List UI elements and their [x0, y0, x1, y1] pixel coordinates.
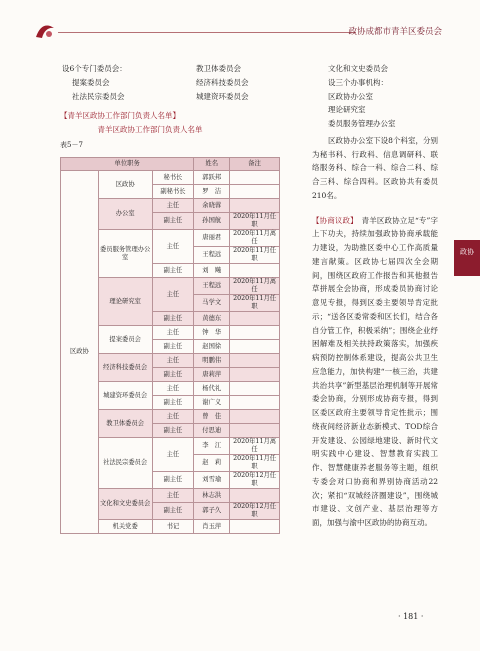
title-cell: 秘书长	[152, 171, 194, 185]
unit-cell: 文化和文史委员会	[98, 489, 152, 520]
note-cell: 2020年12月任职	[230, 503, 280, 520]
note-cell	[230, 382, 280, 396]
title-cell: 主任	[152, 230, 194, 264]
title-cell: 副主任	[152, 213, 194, 230]
note-cell	[230, 368, 280, 382]
table-caption: 【青羊区政协工作部门负责人名单】	[60, 111, 180, 120]
committee-col2	[196, 62, 249, 104]
title-cell: 副主任	[152, 368, 194, 382]
committee-item: 经济科技委员会	[196, 78, 249, 87]
note-cell	[230, 312, 280, 326]
note-cell: 2020年11月离任	[230, 438, 280, 455]
name-cell: 马学文	[194, 295, 230, 312]
logo-icon	[34, 22, 56, 40]
title-cell: 书记	[152, 520, 194, 534]
table-row	[61, 171, 280, 185]
note-cell	[230, 396, 280, 410]
running-header: 政协成都市青羊区委员会	[348, 27, 442, 37]
title-cell: 主任	[152, 326, 194, 340]
consultation-text: 青羊区政协立足“专”字上下功夫，持续加强政协协商承载能力建设，为助推区委中心工作高质量建言献策。区政协七届四次全会期间，围绕区政府工作报告和其他报告草拼展全会协商，形成委员协商讨论意见专报，得到区委主要领导肯定批示；“送各区委常委和区长们，结合各自分管工作，积极采纳”；围绕企业纾困解难及相关扶持政策落实，加强疾病预防控制体系建设，提高公共卫生应急能力，加快构建“一核三治，共建共治共享”新型基层治理机制等开展常委会协商，分别形成协商专报，得到区委区政府主要领导肯定性批示；围绕夜间经济新业态新模式、TOD综合开发建设、公园绿地建设、新时代文明实践中心建设、智慧教育实践工作、智慧健康养老服务等主题，组织专委会对口协商和界别协商活动22次；紧扣“双城经济圈建设”，围绕城市建设、文创产业、基层治理等方面，加强与渝中区政协的协商互动。	[312, 215, 438, 527]
name-cell: 唐莉萍	[194, 368, 230, 382]
name-cell: 余晓蓉	[194, 199, 230, 213]
committee-item: 设6个专门委员会：	[62, 64, 127, 73]
note-cell	[230, 520, 280, 534]
note-cell	[230, 185, 280, 199]
header-name: 姓名	[194, 158, 230, 171]
title-cell: 主任	[152, 438, 194, 472]
name-cell: 唐丽君	[194, 230, 230, 247]
note-cell	[230, 410, 280, 424]
note-cell: 2020年11月任职	[230, 295, 280, 312]
note-cell: 2020年11月离任	[230, 278, 280, 295]
unit-cell: 区政协	[98, 171, 152, 199]
name-cell: 谢广义	[194, 396, 230, 410]
committee-item: 社法民宗委员会	[72, 92, 125, 101]
note-cell: 2020年11月任职	[230, 247, 280, 264]
name-cell: 付思迪	[194, 424, 230, 438]
name-cell: 林志洪	[194, 489, 230, 503]
note-cell	[230, 264, 280, 278]
office-list	[312, 62, 438, 530]
title-cell: 主任	[152, 278, 194, 312]
name-cell: 罗 洁	[194, 185, 230, 199]
name-cell: 黄德东	[194, 312, 230, 326]
name-cell: 赵国徐	[194, 340, 230, 354]
title-cell: 副主任	[152, 424, 194, 438]
unit-cell: 机关党委	[98, 520, 152, 534]
committee-item: 教卫体委员会	[196, 64, 241, 73]
title-cell: 副主任	[152, 396, 194, 410]
title-cell: 主任	[152, 354, 194, 368]
leaders-table	[60, 157, 280, 534]
name-cell: 李 江	[194, 438, 230, 455]
name-cell: 刘 飚	[194, 264, 230, 278]
name-cell: 刘雪瑜	[194, 472, 230, 489]
note-cell	[230, 424, 280, 438]
note-cell	[230, 171, 280, 185]
unit-cell: 社法民宗委员会	[98, 438, 152, 489]
unit-cell: 城建资环委员会	[98, 382, 152, 410]
table-title: 青羊区政协工作部门负责人名单	[97, 125, 203, 134]
name-cell: 孙国航	[194, 213, 230, 230]
header-rule	[58, 32, 356, 33]
title-cell: 副主任	[152, 312, 194, 326]
unit-cell: 提案委员会	[98, 326, 152, 354]
name-cell: 钟 华	[194, 326, 230, 340]
title-cell: 副主任	[152, 264, 194, 278]
title-cell: 副主任	[152, 340, 194, 354]
office-paragraph: 区政协办公室下设8个科室，分别为秘书科、行政科、信息调研科、联络服务科、综合一科、综合二科、综合三科、综合四科。区政协共有委员210名。	[312, 135, 438, 200]
note-cell	[230, 326, 280, 340]
name-cell: 明鹏伟	[194, 354, 230, 368]
name-cell: 王程远	[194, 278, 230, 295]
unit-cell: 教卫体委员会	[98, 410, 152, 438]
header-note: 备注	[230, 158, 280, 171]
title-cell: 副秘书长	[152, 185, 194, 199]
title-cell: 主任	[152, 410, 194, 424]
name-cell: 郭子久	[194, 503, 230, 520]
table-number: 表5－7	[60, 141, 83, 149]
office-item: 设三个办事机构：	[328, 77, 388, 87]
name-cell: 曾 佳	[194, 410, 230, 424]
unit-cell: 办公室	[98, 199, 152, 230]
title-cell: 副主任	[152, 503, 194, 520]
office-item: 理论研究室	[328, 105, 366, 115]
unit-cell: 理论研究室	[98, 278, 152, 326]
page-number: · 181 ·	[398, 612, 424, 621]
table-body	[61, 171, 280, 534]
note-cell	[230, 354, 280, 368]
note-cell: 2020年11月离任	[230, 230, 280, 247]
note-cell: 2020年11月任职	[230, 455, 280, 472]
name-cell: 肖玉萍	[194, 520, 230, 534]
office-item: 区政协办公室	[328, 91, 373, 101]
unit-cell: 委员服务管理办公室	[98, 230, 152, 278]
title-cell: 主任	[152, 489, 194, 503]
header-unit-title: 单位职务	[61, 158, 194, 171]
name-cell: 王程远	[194, 247, 230, 264]
name-cell: 郭跃邦	[194, 171, 230, 185]
title-cell: 主任	[152, 382, 194, 396]
note-cell	[230, 199, 280, 213]
note-cell: 2020年11月任职	[230, 213, 280, 230]
unit-cell: 经济科技委员会	[98, 354, 152, 382]
name-cell: 杨代礼	[194, 382, 230, 396]
name-cell: 赵 莉	[194, 455, 230, 472]
title-cell: 主任	[152, 199, 194, 213]
note-cell	[230, 340, 280, 354]
section-tab: 政协	[454, 240, 480, 276]
section-heading: 【协商议政】	[312, 215, 354, 225]
office-item: 文化和文史委员会	[328, 64, 388, 73]
title-cell: 副主任	[152, 472, 194, 489]
org-cell: 区政协	[61, 171, 99, 534]
committee-item: 城建资环委员会	[196, 92, 249, 101]
office-item: 委员服务管理办公室	[328, 119, 396, 128]
consultation-paragraph	[312, 214, 438, 530]
note-cell	[230, 489, 280, 503]
note-cell: 2020年12月任职	[230, 472, 280, 489]
committee-col1	[62, 62, 127, 104]
committee-item: 提案委员会	[72, 78, 110, 87]
